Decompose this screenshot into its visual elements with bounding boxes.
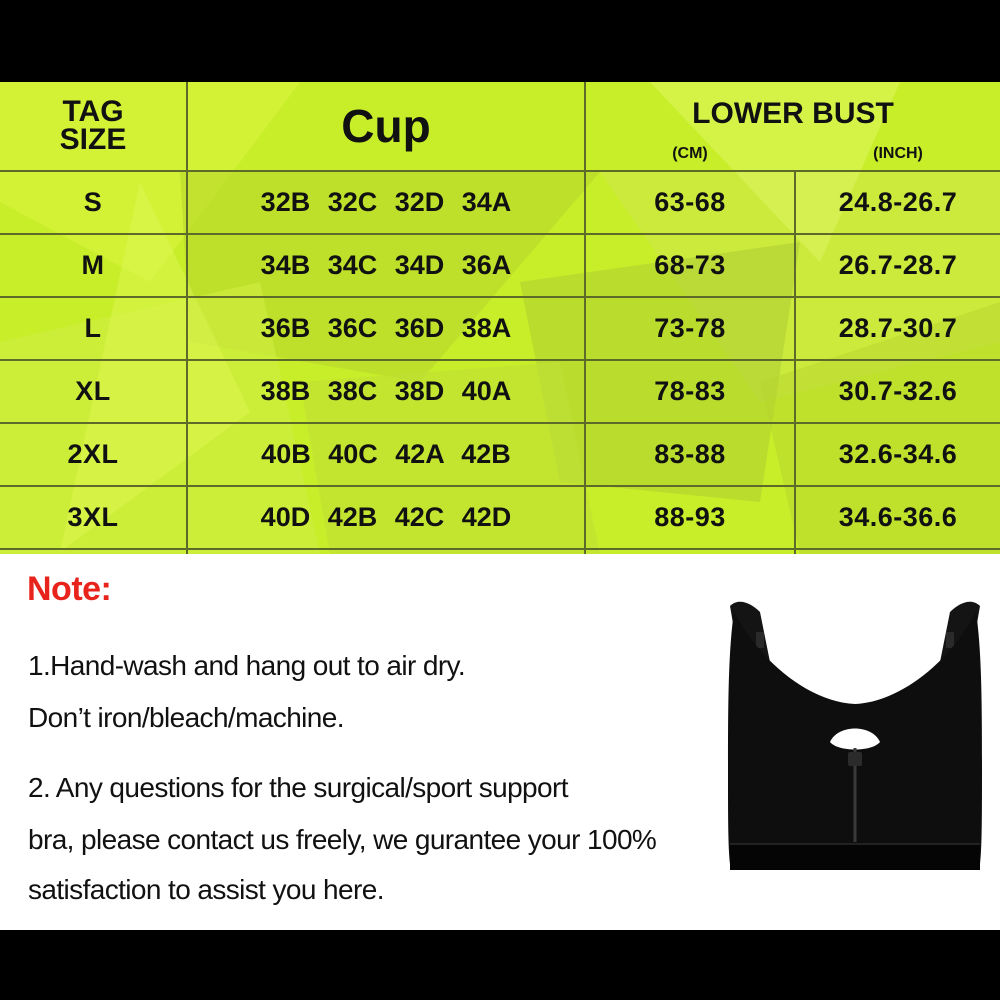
size-cell: L [84, 313, 102, 343]
sports-bra-image [720, 592, 990, 904]
cm-cell: 78-83 [654, 376, 726, 406]
cup-cell: 40B 40C 42A 42B [261, 439, 511, 469]
note-line-2: Don’t iron/bleach/machine. [28, 702, 344, 733]
note-line-5: satisfaction to assist you here. [28, 874, 384, 905]
cm-cell: 83-88 [654, 439, 726, 469]
cup-cell: 40D 42B 42C 42D [260, 502, 512, 532]
inch-cell: 32.6-34.6 [838, 439, 958, 469]
size-chart-table [0, 82, 1000, 554]
grid-line [0, 548, 1000, 550]
size-cell: XL [75, 376, 111, 406]
header-unit-cm: (CM) [672, 145, 708, 162]
inch-cell: 24.8-26.7 [838, 187, 958, 217]
cm-cell: 73-78 [654, 313, 726, 343]
note-line-1: 1.Hand-wash and hang out to air dry. [28, 650, 466, 681]
inch-cell: 34.6-36.6 [838, 502, 958, 532]
size-cell: S [83, 187, 103, 217]
note-line-3: 2. Any questions for the surgical/sport support [28, 772, 568, 803]
size-cell: 2XL [67, 439, 119, 469]
size-cell: 3XL [67, 502, 119, 532]
header-tag-line-1: TAG [62, 95, 124, 128]
size-cell: M [81, 250, 105, 280]
cup-cell: 34B 34C 34D 36A [260, 250, 512, 280]
cup-cell: 32B 32C 32D 34A [260, 187, 512, 217]
cup-cell: 36B 36C 36D 38A [260, 313, 512, 343]
cm-cell: 68-73 [654, 250, 726, 280]
header-tag-size [0, 82, 186, 170]
header-lower-bust: LOWER BUST [692, 97, 894, 130]
cm-cell: 63-68 [654, 187, 726, 217]
cup-cell: 38B 38C 38D 40A [260, 376, 512, 406]
inch-cell: 26.7-28.7 [838, 250, 958, 280]
inch-cell: 28.7-30.7 [838, 313, 958, 343]
header-unit-inch: (INCH) [873, 145, 923, 162]
note-title: Note: [27, 570, 112, 608]
inch-cell: 30.7-32.6 [838, 376, 958, 406]
note-line-4: bra, please contact us freely, we gurantee your 100% [28, 824, 657, 855]
header-cup: Cup [341, 100, 431, 152]
header-tag-line-2: SIZE [59, 123, 127, 156]
cm-cell: 88-93 [654, 502, 726, 532]
